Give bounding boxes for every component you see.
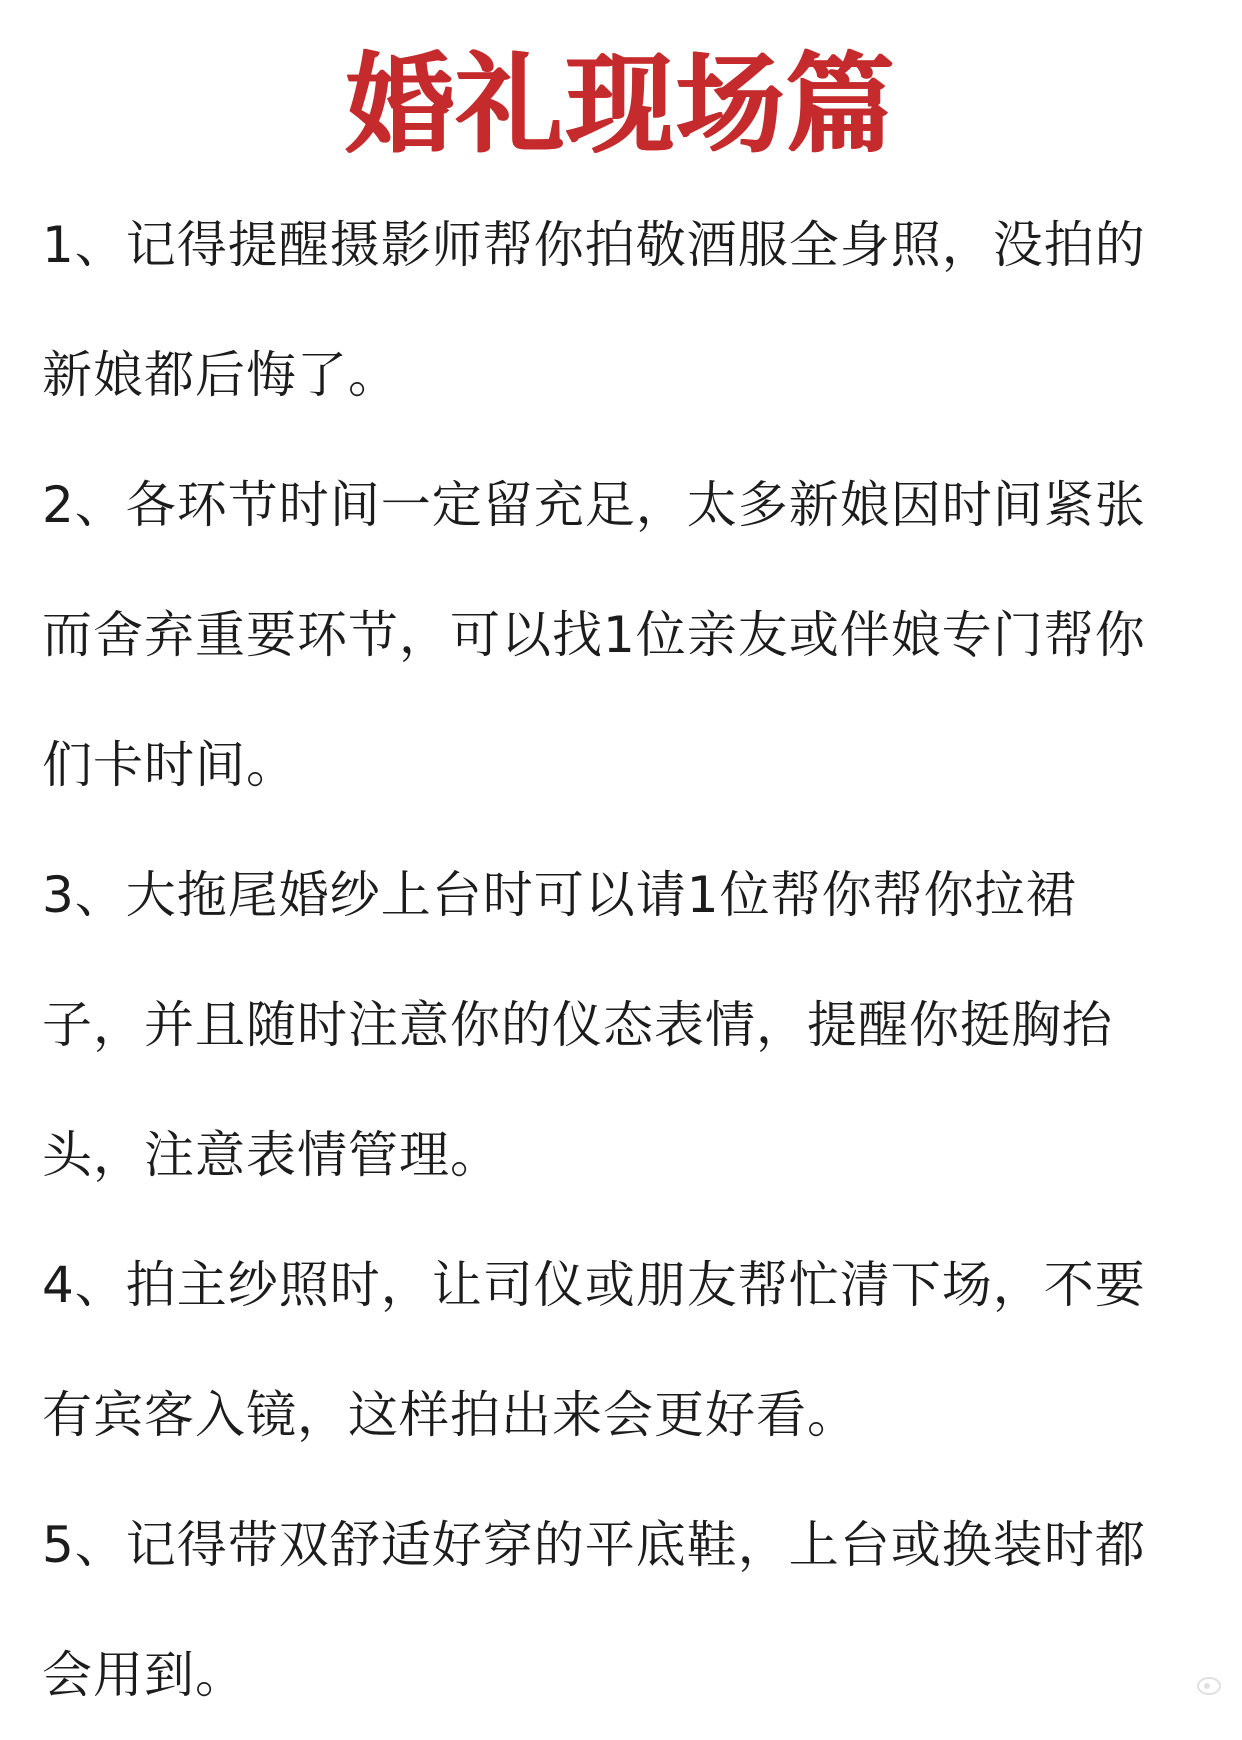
tip-4-line-1: 4、拍主纱照时，让司仪或朋友帮忙清下场，不要 <box>42 1256 1146 1314</box>
page-title: 婚礼现场篇 <box>345 43 896 168</box>
tip-1-line-1: 1、记得提醒摄影师帮你拍敬酒服全身照，没拍的 <box>42 216 1146 274</box>
tip-2-line-2: 而舍弃重要环节，可以找1位亲友或伴娘专门帮你 <box>42 606 1146 664</box>
tip-1-line-2: 新娘都后悔了。 <box>42 346 399 404</box>
tip-5-line-1: 5、记得带双舒适好穿的平底鞋，上台或换装时都 <box>42 1516 1146 1574</box>
tip-3-line-3: 头，注意表情管理。 <box>42 1126 501 1184</box>
tip-3-line-2: 子，并且随时注意你的仪态表情，提醒你挺胸抬 <box>42 996 1113 1054</box>
tip-3-line-1: 3、大拖尾婚纱上台时可以请1位帮你帮你拉裙 <box>42 866 1077 924</box>
tip-5-line-2: 会用到。 <box>42 1646 246 1704</box>
tip-4-line-2: 有宾客入镜，这样拍出来会更好看。 <box>42 1386 858 1444</box>
tips-list <box>42 180 1212 1740</box>
tip-2-line-3: 们卡时间。 <box>42 736 297 794</box>
tip-2-line-1: 2、各环节时间一定留充足，太多新娘因时间紧张 <box>42 476 1146 534</box>
watermark-icon <box>1196 1673 1222 1695</box>
